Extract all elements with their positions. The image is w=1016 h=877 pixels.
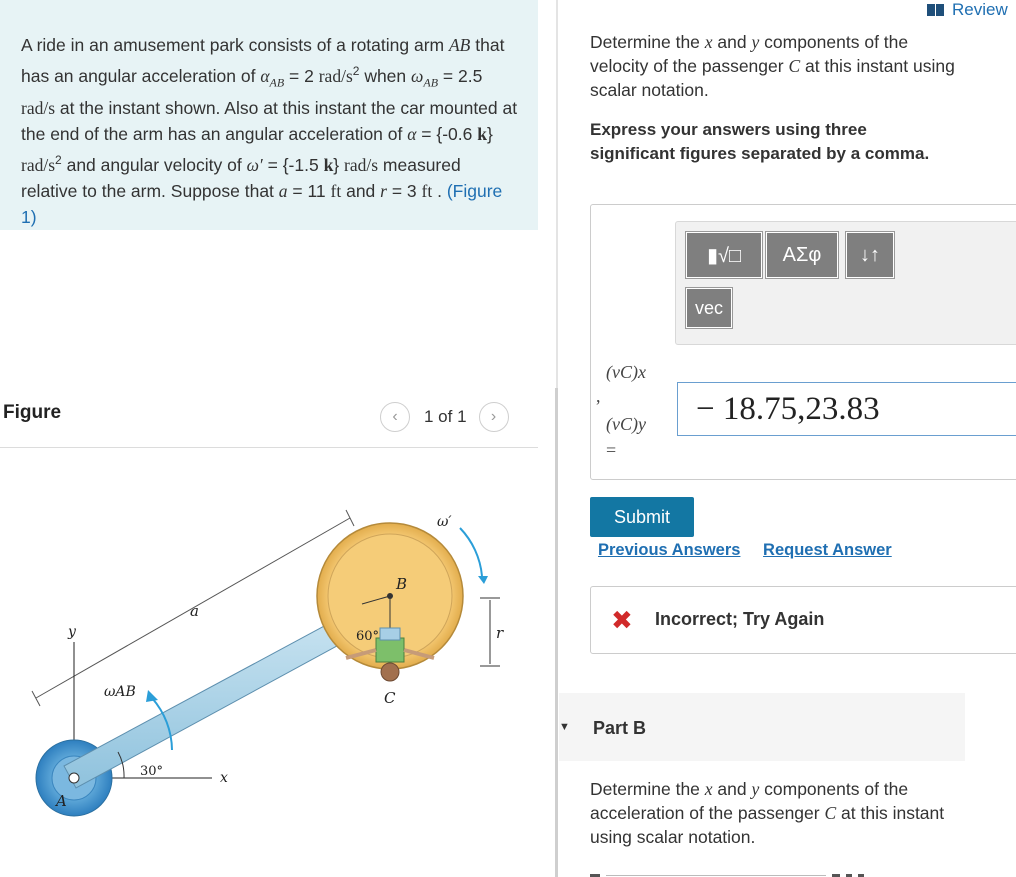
feedback-text: Incorrect; Try Again [655,609,825,629]
label-a-point: A [56,792,67,810]
feedback-box [590,586,1016,654]
var-equals: = [606,440,617,460]
previous-answers-link[interactable]: Previous Answers [598,541,741,559]
chevron-right-icon: › [490,408,497,425]
label-omega-ab: ωAB [104,684,136,700]
collapse-arrow-icon: ▼ [559,721,570,733]
var-vcy-label: (vC)y [606,414,646,434]
label-30: 30° [140,764,164,779]
part-a-question: Determine the x and y components of the velocity of the passenger C at this instant using scalar notation. [590,32,955,100]
var-comma: , [596,386,601,406]
panel-divider [556,0,558,388]
figure-next-button[interactable] [479,402,509,432]
figure-divider [0,447,538,448]
review-link[interactable]: Review [927,0,1008,20]
book-icon [927,4,944,16]
part-b-title: Part B [593,718,647,738]
submit-button[interactable]: Submit [590,497,694,537]
greek-button[interactable]: ΑΣφ [766,232,838,278]
figure-link[interactable]: (Figure 1) [21,181,503,228]
part-b-header[interactable] [559,693,965,761]
answer-links [598,541,910,560]
part-b-question: Determine the x and y components of the acceleration of the passenger C at this instant using scalar notation. [590,779,945,847]
label-omega-prime: ω′ [437,514,452,530]
problem-text: A ride in an amusement park consists of a rotating arm AB that has an angular acceleration of $\alpha_{AB} = 2$ rad/$s^2$ when $\omega_{AB} = 2.5$ rad/s at the instant shown. Also at this instant the car mounted at the end of the arm has an angular acceleration of α = {-0.6 k} rad/$s^2$ and angular velocity of ω′ = {-1.5 k} rad/s measured relative to the arm. Suppose that a = 11 ft and r = 3 ft . (Figure 1) [21,35,518,228]
figure-diagram [0,450,540,877]
var-vcx-label: (vC)x [606,362,646,382]
chevron-left-icon: ‹ [392,408,398,425]
problem-statement-panel [0,0,538,230]
figure-page-indicator: 1 of 1 [424,407,467,426]
error-x-icon: ✖ [611,605,633,635]
label-a: a [190,602,199,620]
figure-prev-button[interactable] [380,402,410,432]
label-c: C [384,689,396,707]
label-60: 60° [356,629,380,644]
label-x: x [220,770,228,786]
vec-button[interactable]: vec [686,288,732,328]
omega-prime-arrow [460,528,482,576]
panel-resize-handle[interactable] [555,388,558,877]
figure-title: Figure [3,402,62,423]
cut-off-text [590,868,920,877]
figure-pager [380,402,509,432]
part-a-instructions: Express your answers using three significant figures separated by a comma. [590,120,930,163]
label-r: r [496,624,504,642]
request-answer-link[interactable]: Request Answer [763,541,892,559]
label-y: y [68,624,76,640]
math-toolbar [675,221,1016,345]
templates-button[interactable]: ▮√□ [686,232,762,278]
answer-input[interactable]: − 18.75,23.83 [677,382,1016,436]
arrows-button[interactable]: ↓↑ [846,232,894,278]
label-b: B [396,575,408,593]
